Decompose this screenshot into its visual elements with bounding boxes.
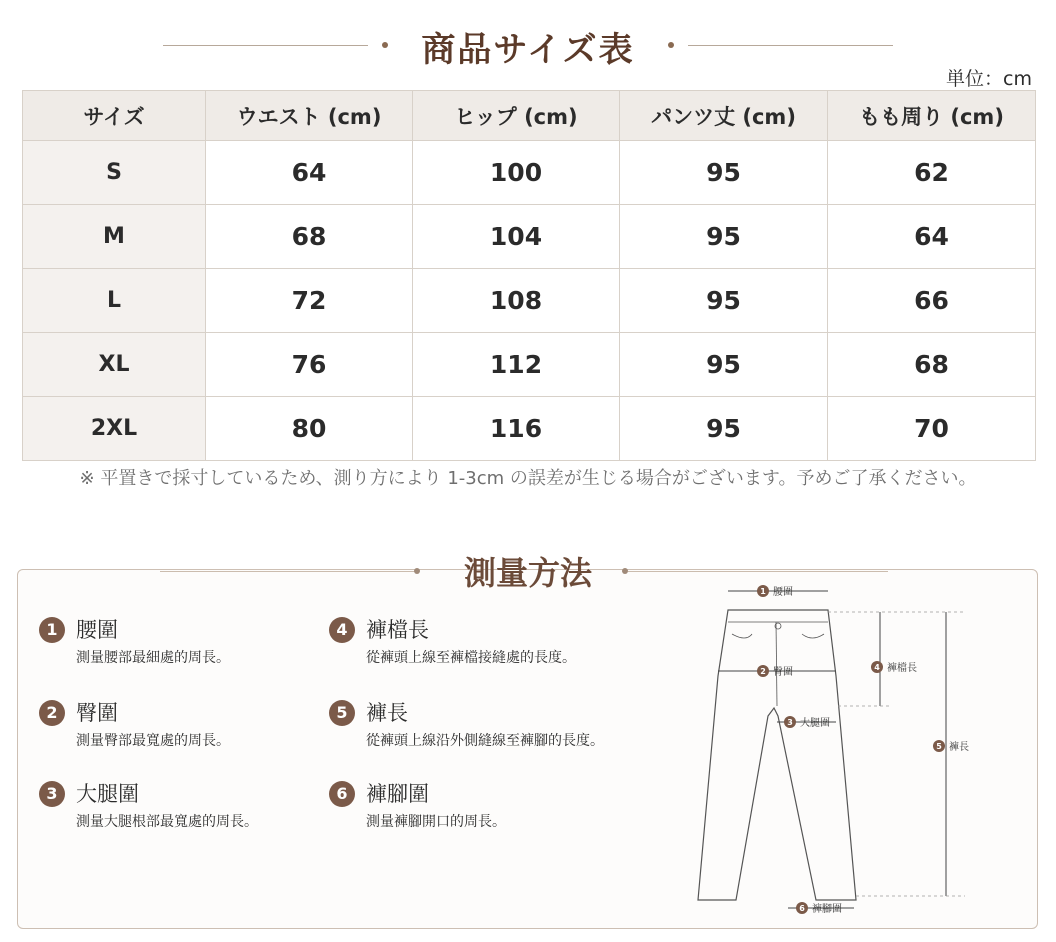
- svg-text:腰圍: 腰圍: [773, 587, 793, 598]
- pants-diagram: [680, 578, 1000, 923]
- number-badge: 3: [39, 781, 65, 807]
- table-cell: 116: [413, 397, 620, 461]
- diagram-label-length: [933, 740, 969, 753]
- table-cell: 66: [828, 269, 1036, 333]
- table-cell: 95: [620, 269, 828, 333]
- svg-text:臀圍: 臀圍: [773, 667, 793, 678]
- table-cell: 70: [828, 397, 1036, 461]
- table-row: [23, 205, 1036, 269]
- diagram-label-hem: [796, 902, 842, 915]
- table-cell: 104: [413, 205, 620, 269]
- method-item-name: 褲長: [366, 701, 408, 725]
- header-size: サイズ: [23, 91, 206, 141]
- table-cell: 68: [828, 333, 1036, 397]
- svg-text:1: 1: [760, 587, 766, 596]
- header-hip: ヒップ (cm): [413, 91, 620, 141]
- table-header-row: [23, 91, 1036, 141]
- method-item-desc: 測量褲腳開口的周長。: [366, 814, 506, 830]
- size-cell: S: [23, 141, 206, 205]
- svg-text:褲腳圍: 褲腳圍: [812, 904, 842, 915]
- method-item-desc: 測量臀部最寬處的周長。: [76, 733, 230, 749]
- number-badge: 1: [39, 617, 65, 643]
- table-cell: 64: [206, 141, 413, 205]
- svg-text:大腿圍: 大腿圍: [800, 718, 830, 729]
- table-cell: 100: [413, 141, 620, 205]
- svg-text:2: 2: [760, 667, 766, 676]
- size-cell: XL: [23, 333, 206, 397]
- method-item-desc: 測量大腿根部最寬處的周長。: [76, 814, 258, 830]
- method-item-name: 腰圍: [76, 618, 118, 642]
- number-badge: 2: [39, 700, 65, 726]
- table-cell: 112: [413, 333, 620, 397]
- table-row: [23, 397, 1036, 461]
- table-row: [23, 141, 1036, 205]
- method-item-name: 褲腳圍: [366, 782, 429, 806]
- method-item-desc: 從褲頭上線沿外側縫線至褲腳的長度。: [366, 733, 604, 749]
- size-cell: 2XL: [23, 397, 206, 461]
- table-cell: 95: [620, 205, 828, 269]
- pants-outline: [698, 610, 856, 900]
- size-cell: M: [23, 205, 206, 269]
- diagram-label-hip: [757, 665, 793, 678]
- svg-text:褲長: 褲長: [949, 742, 969, 753]
- svg-text:3: 3: [787, 718, 793, 727]
- svg-text:4: 4: [874, 663, 880, 672]
- number-badge: 6: [329, 781, 355, 807]
- unit-label: 単位：cm: [946, 68, 1032, 90]
- table-cell: 68: [206, 205, 413, 269]
- diagram-label-thigh: [784, 716, 830, 729]
- table-row: [23, 333, 1036, 397]
- svg-text:6: 6: [799, 904, 805, 913]
- svg-text:5: 5: [936, 742, 942, 751]
- title-divider-right: [688, 45, 893, 46]
- table-cell: 95: [620, 141, 828, 205]
- size-cell: L: [23, 269, 206, 333]
- measurement-note: ※ 平置きで採寸しているため、測り方により 1-3cm の誤差が生じる場合がございます。予めご了承ください。: [79, 468, 977, 489]
- size-table: [22, 90, 1036, 461]
- section-divider-right: [628, 571, 888, 572]
- guide-lines: [828, 612, 965, 896]
- diagram-label-waist: [757, 585, 793, 598]
- table-cell: 72: [206, 269, 413, 333]
- table-cell: 64: [828, 205, 1036, 269]
- table-cell: 62: [828, 141, 1036, 205]
- table-cell: 108: [413, 269, 620, 333]
- table-cell: 76: [206, 333, 413, 397]
- method-item-desc: 測量腰部最細處的周長。: [76, 650, 230, 666]
- title-dot-right: [668, 42, 674, 48]
- table-cell: 95: [620, 397, 828, 461]
- header-waist: ウエスト (cm): [206, 91, 413, 141]
- svg-text:褲檔長: 褲檔長: [887, 663, 917, 674]
- diagram-label-rise: [871, 661, 917, 674]
- number-badge: 5: [329, 700, 355, 726]
- header-length: パンツ丈 (cm): [620, 91, 828, 141]
- method-item-name: 褲檔長: [366, 618, 429, 642]
- table-row: [23, 269, 1036, 333]
- title-area: [0, 18, 1056, 78]
- method-title: 測量方法: [463, 554, 592, 592]
- table-cell: 95: [620, 333, 828, 397]
- method-item-name: 大腿圍: [76, 782, 139, 806]
- method-item-name: 臀圍: [76, 701, 118, 725]
- number-badge: 4: [329, 617, 355, 643]
- method-item-desc: 從褲頭上線至褲檔接縫處的長度。: [366, 650, 576, 666]
- table-cell: 80: [206, 397, 413, 461]
- page-title: 商品サイズ表: [421, 30, 635, 70]
- header-thigh: もも周り (cm): [828, 91, 1036, 141]
